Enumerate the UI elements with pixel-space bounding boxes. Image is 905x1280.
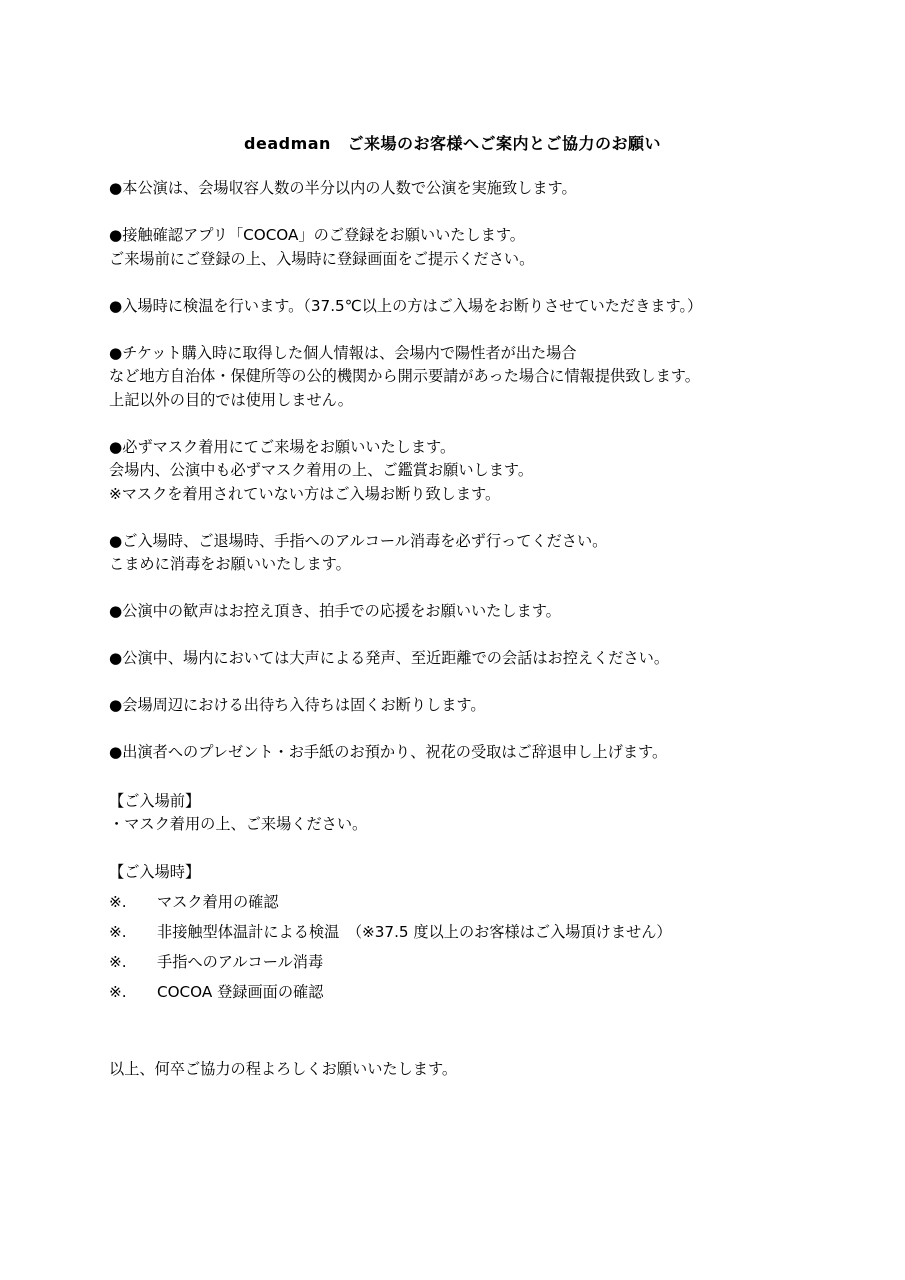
notice-cheering: [109, 600, 869, 624]
closing-line: 以上、何卒ご協力の程よろしくお願いいたします。: [109, 1060, 458, 1078]
notice-gifts: [109, 741, 869, 765]
reference-mark: ※.: [109, 983, 127, 1002]
notice-line: など地方自治体・保健所等の公的機関から開示要請があった場合に情報提供致します。: [109, 367, 700, 385]
notice-line: 上記以外の目的では使用しません。: [109, 390, 353, 409]
reference-mark: ※.: [109, 923, 127, 942]
check-item-text: COCOA 登録画面の確認: [157, 983, 324, 1002]
check-item: [109, 948, 869, 978]
before-entry-heading: 【ご入場前】: [109, 791, 201, 810]
notice-privacy: [109, 342, 869, 413]
notice-line: ●本公演は、会場収容人数の半分以内の人数で公演を実施致します。: [109, 179, 577, 197]
notice-line: ご来場前にご登録の上、入場時に登録画面をご提示ください。: [109, 249, 535, 268]
notice-cocoa: [109, 224, 869, 271]
before-entry-section: [109, 790, 869, 837]
check-item: [109, 888, 869, 918]
notice-line: ●出演者へのプレゼント・お手紙のお預かり、祝花の受取はご辞退申し上げます。: [109, 743, 668, 761]
notice-waiting: [109, 694, 869, 718]
reference-mark: ※.: [109, 893, 127, 912]
document-title: deadman ご来場のお客様へご案内とご協力のお願い: [244, 134, 661, 153]
notice-line: ●必ずマスク着用にてご来場をお願いいたします。: [109, 437, 456, 456]
notice-line: ●公演中、場内においては大声による発声、至近距離での会話はお控えください。: [109, 649, 670, 667]
before-entry-line: ・マスク着用の上、ご来場ください。: [109, 815, 368, 833]
reference-mark: ※.: [109, 953, 127, 972]
check-item: [109, 918, 869, 948]
at-entry-heading: 【ご入場時】: [109, 862, 201, 881]
notice-disinfect: [109, 530, 869, 577]
check-item-text: 手指へのアルコール消毒: [157, 953, 324, 972]
notice-capacity: [109, 177, 869, 201]
at-entry-section: [109, 861, 869, 1009]
notice-line: ●入場時に検温を行います。（37.5℃以上の方はご入場をお断りさせていただきます。）: [109, 296, 703, 315]
notice-line: 会場内、公演中も必ずマスク着用の上、ご鑑賞お願いします。: [109, 461, 534, 479]
notice-line: ●チケット購入時に取得した個人情報は、会場内で陽性者が出た場合: [109, 343, 577, 362]
notice-line: ●ご入場時、ご退場時、手指へのアルコール消毒を必ず行ってください。: [109, 531, 608, 550]
notice-line: ●会場周辺における出待ち入待ちは固くお断りします。: [109, 696, 486, 714]
check-item: [109, 978, 869, 1008]
notice-line: こまめに消毒をお願いいたします。: [109, 555, 351, 573]
notice-line: ●接触確認アプリ「COCOA」のご登録をお願いいたします。: [109, 226, 525, 244]
notice-voice: [109, 647, 869, 671]
notice-temperature: [109, 295, 869, 319]
notice-line: ※マスクを着用されていない方はご入場お断り致します。: [109, 484, 501, 503]
notice-mask: [109, 436, 869, 507]
document-body: [109, 177, 869, 1008]
check-item-text: マスク着用の確認: [157, 893, 279, 912]
check-item-text: 非接触型体温計による検温 （※37.5 度以上のお客様はご入場頂けません）: [157, 923, 672, 942]
notice-line: ●公演中の歓声はお控え頂き、拍手での応援をお願いいたします。: [109, 602, 561, 620]
